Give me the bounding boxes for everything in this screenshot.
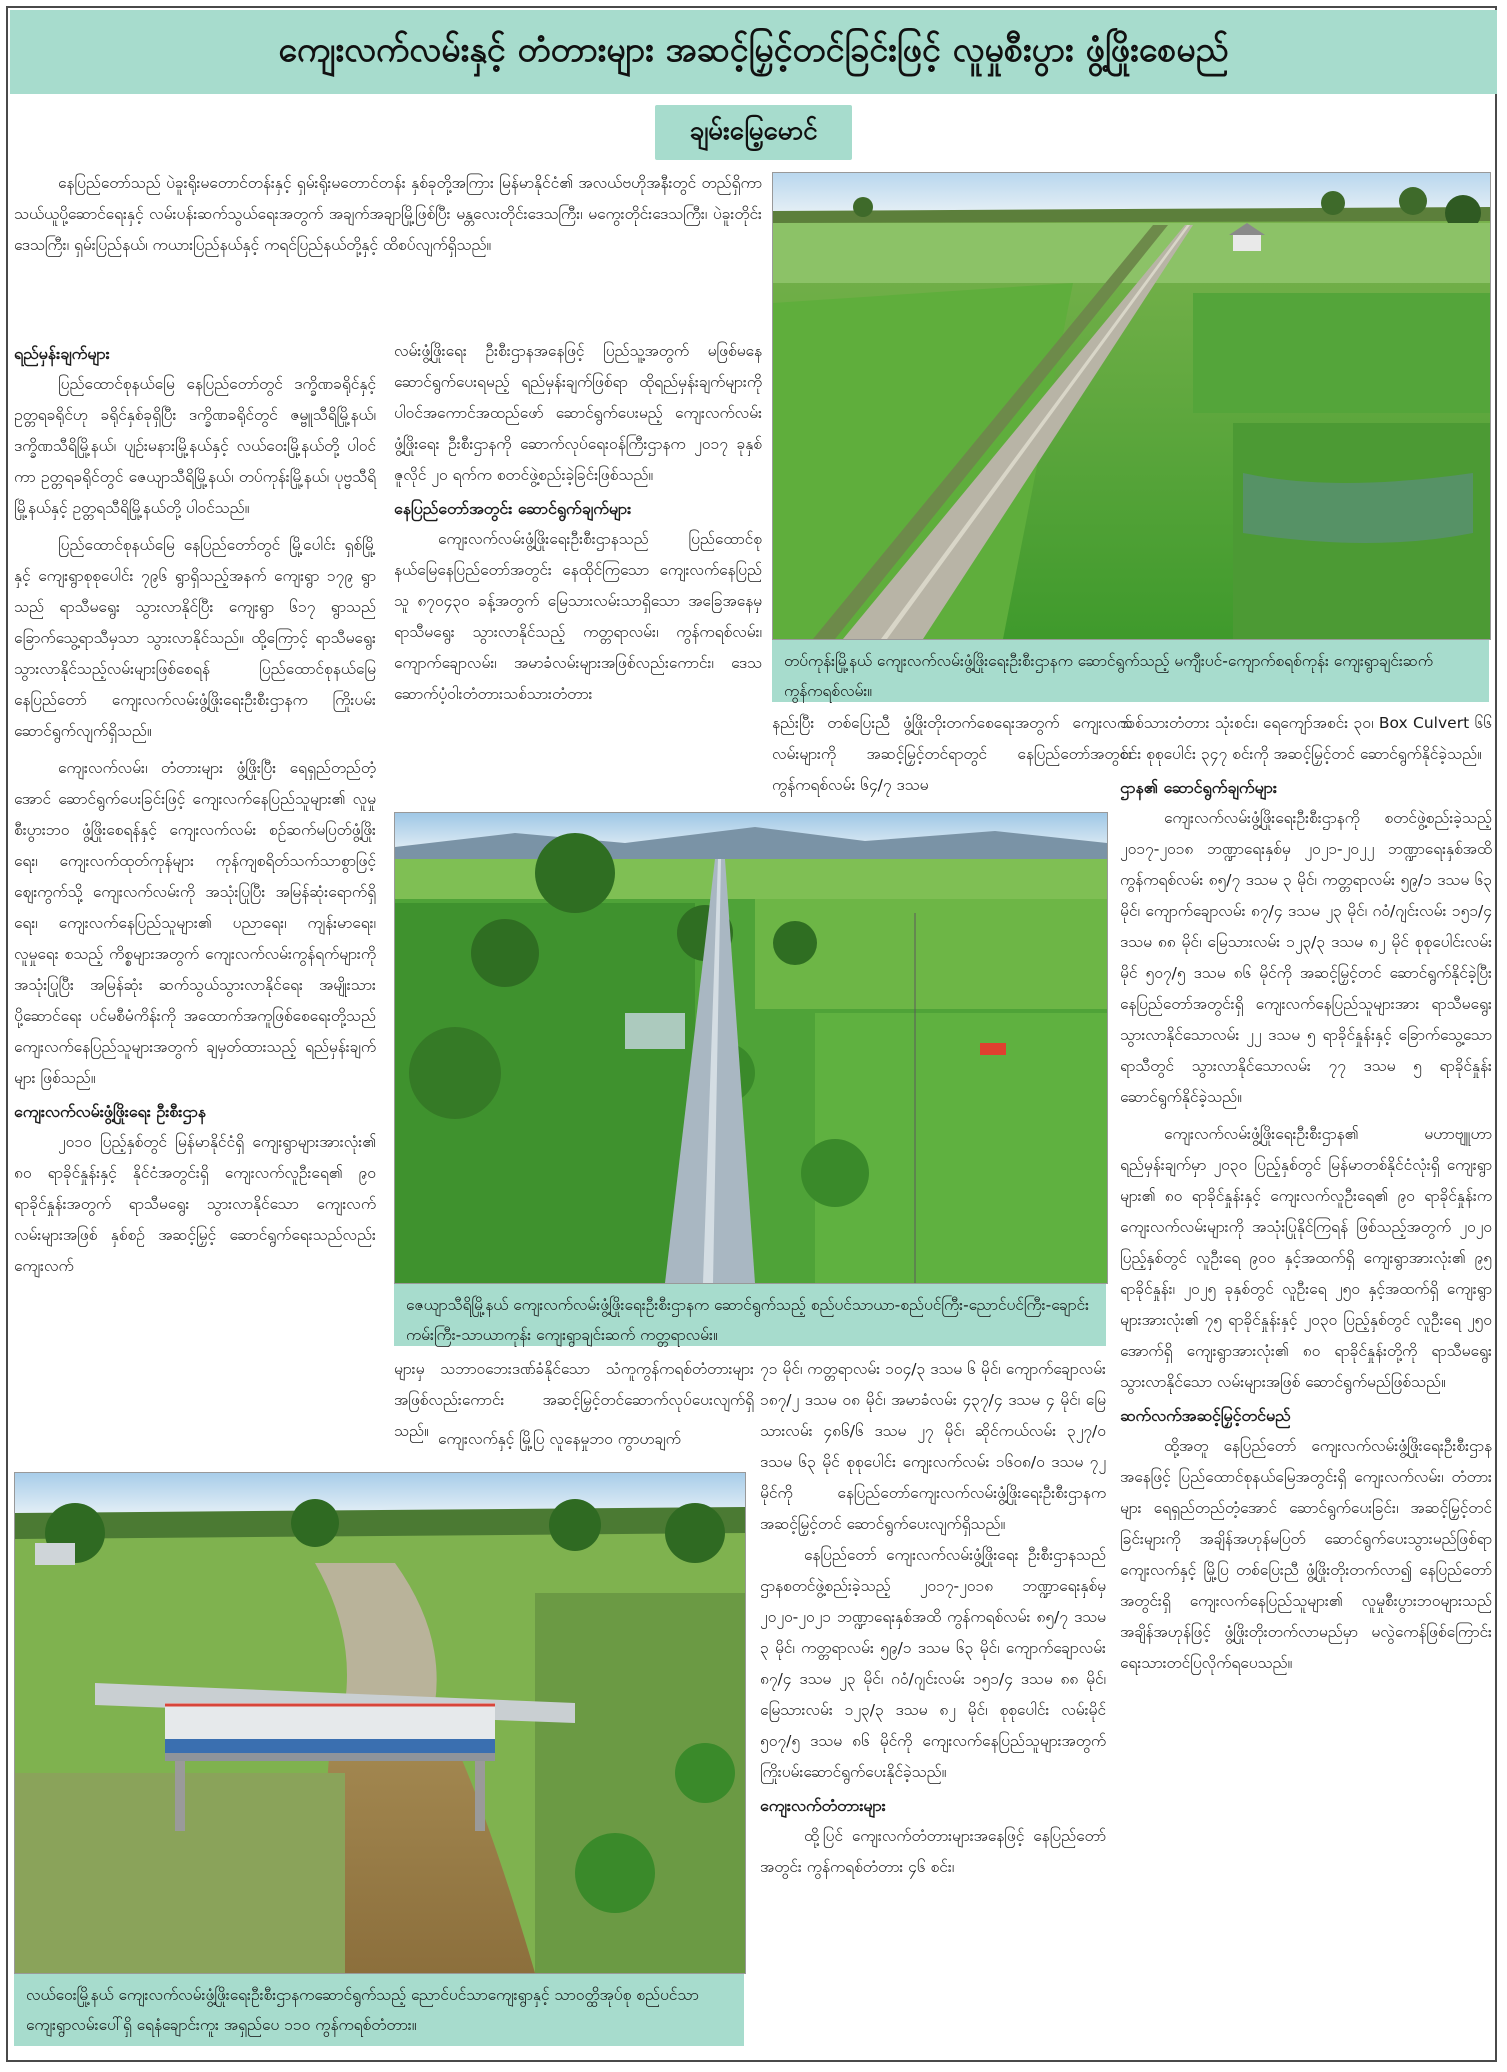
caption-photo3 xyxy=(14,1974,744,2046)
photo-road-fields-image xyxy=(773,173,1490,639)
col2-paragraph-1: လမ်းဖွံ့ဖြိုးရေး ဦးစီးဌာနအနေဖြင့် ပြည်သူ့အတွက် မဖြစ်မနေဆောင်ရွက်ပေးရမည့် ရည်မှန်းချက်ဖြစ်ရာ ထိုရည်မှန်းချက်များကို ပါဝင်အကောင်အထည်ဖော် ဆောင်ရွက်ပေးမည့် ကျေးလက်လမ်းဖွံ့ဖြိုးရေး ဦးစီးဌာနကို ဆောက်လုပ်ရေးဝန်ကြီးဌာနက ၂၀၁၇ ခုနှစ် ဇူလိုင် ၂၀ ရက်က စတင်ဖွဲ့စည်းခဲ့ခြင်းဖြစ်သည်။ xyxy=(394,342,762,484)
col4-paragraph-2: နေပြည်တော် ကျေးလက်လမ်းဖွံ့ဖြိုးရေး ဦးစီးဌာနသည် ဌာနစတင်ဖွဲ့စည်းခဲ့သည့် ၂၀၁၇-၂၀၁၈ ဘဏ္ဍာရေးနှစ်မှ ၂၀၂၀-၂၀၂၁ ဘဏ္ဍာရေးနှစ်အထိ ကွန်ကရစ်လမ်း ၈၅/၇ ဒသမ ၃ မိုင်၊ ကတ္တရာလမ်း ၅၉/၁ ဒသမ ၆၃ မိုင်၊ ကျောက်ချောလမ်း ၈၇/၄ ဒသမ ၂၃ မိုင်၊ ဂဝံ/ဂျင်းလမ်း ၁၅၁/၄ ဒသမ ၈၈ မိုင်၊ မြေသားလမ်း ၁၂၃/၃ ဒသမ ၈၂ မိုင်၊ စုစုပေါင်း လမ်းမိုင် ၅၀၇/၅ ဒသမ ၈၆ မိုင်ကို ကျေးလက်နေပြည်သူများအတွက် ကြိုးပမ်းဆောင်ရွက်ပေးနိုင်ခဲ့သည်။ xyxy=(760,1546,1106,1781)
photo-bridge-image xyxy=(15,1473,745,1973)
byline: ချမ်းမြေ့မောင် xyxy=(655,105,851,160)
col4-paragraph-3: ထို့ပြင် ကျေးလက်တံတားများအနေဖြင့် နေပြည်တော်အတွင်း ကွန်ကရစ်တံတား ၄၆ စင်း၊ xyxy=(760,1827,1106,1876)
col3-heading-2: ဆက်လက်အဆင့်မြှင့်တင်မည် xyxy=(1120,1406,1291,1425)
photo-concrete-road xyxy=(394,812,1108,1284)
photo-bridge xyxy=(14,1472,746,1974)
col2c-paragraph-1: များမှ သဘာဝဘေးဒဏ်ခံနိုင်သော သံကူကွန်ကရစ်တံတားများအဖြစ်လည်းကောင်း အဆင့်မြှင့်တင်ဆောက်လုပ်ပေးလျက်ရှိသည်။ xyxy=(394,1360,754,1440)
headline-band xyxy=(10,10,1497,94)
column-2-mid xyxy=(772,708,1132,808)
col3-paragraph-3: ကျေးလက်လမ်းဖွံ့ဖြိုးရေးဦးစီးဌာန၏ မဟာဗျူဟာ ရည်မှန်းချက်မှာ ၂၀၃၀ ပြည့်နှစ်တွင် မြန်မာတစ်နိုင်ငံလုံးရှိ ကျေးရွာများ၏ ၈၀ ရာခိုင်နှုန်းနှင့် ကျေးလက်လူဦးရေ၏ ၉၀ ရာခိုင်နှုန်းက ကျေးလက်လမ်းများကို အသုံးပြုနိုင်ကြရန် ဖြစ်သည့်အတွက် ၂၀၂၀ ပြည့်နှစ်တွင် လူဦးရေ ၉၀၀ နှင့်အထက်ရှိ ကျေးရွာအားလုံး၏ ၉၅ ရာခိုင်နှုန်း၊ ၂၀၂၅ ခုနှစ်တွင် လူဦးရေ ၂၅၀ နှင့်အထက်ရှိ ကျေးရွာများအားလုံး၏ ၇၅ ရာခိုင်နှုန်းနှင့် ၂၀၃၀ ပြည့်နှစ်တွင် လူဦးရေ ၂၅၀ အောက်ရှိ ကျေးရွာအားလုံး၏ ၈၀ ရာခိုင်နှုန်းတို့ကို ရာသီမရွေးသွားလာနိုင်သော လမ်းများအဖြစ် ဆောင်ရွက်မည်ဖြစ်သည်။ xyxy=(1120,1125,1492,1391)
caption-photo1 xyxy=(772,640,1489,702)
col2-paragraph-2: ကျေးလက်လမ်းဖွံ့ဖြိုးရေးဦးစီးဌာနသည် ပြည်ထောင်စုနယ်မြေနေပြည်တော်အတွင်း နေထိုင်ကြသော ကျေးလက်နေပြည်သူ ၈၇၀၄၃၀ ခန့်အတွက် မြေသားလမ်းသာရှိသော အခြေအနေမှ ရာသီမရွေး သွားလာနိုင်သည့် ကတ္တရာလမ်း၊ ကွန်ကရစ်လမ်း၊ ကျောက်ချောလမ်း၊ အမာခံလမ်းများအဖြစ်လည်းကောင်း၊ ဒေသဆောက်ပံ့ဝါးတံတားသစ်သားတံတား xyxy=(394,530,762,703)
col2b-paragraph: နည်းပြီး တစ်ပြေးညီ ဖွံ့ဖြိုးတိုးတက်စေရေးအတွက် ကျေးလက်လမ်းများကို အဆင့်မြှင့်တင်ရာတွင် နေပြည်တော်အတွင်း ကွန်ကရစ်လမ်း ၆၄/၇ ဒသမ xyxy=(772,714,1132,794)
column-4 xyxy=(1120,708,1492,2046)
col1-heading-1: ရည်မှန်းချက်များ xyxy=(14,344,110,363)
photo-road-fields xyxy=(772,172,1491,640)
col3-paragraph-2: ကျေးလက်လမ်းဖွံ့ဖြိုးရေးဦးစီးဌာနကို စတင်ဖွဲ့စည်းခဲ့သည့် ၂၀၁၇-၂၀၁၈ ဘဏ္ဍာရေးနှစ်မှ ၂၀၂၁-၂၀၂၂ ဘဏ္ဍာရေးနှစ်အထိ ကွန်ကရစ်လမ်း ၈၅/၇ ဒသမ ၃ မိုင်၊ ကတ္တရာလမ်း ၅၉/၁ ဒသမ ၆၃ မိုင်၊ ကျောက်ချောလမ်း ၈၇/၄ ဒသမ ၂၃ မိုင်၊ ဂဝံ/ဂျင်းလမ်း ၁၅၁/၄ ဒသမ ၈၈ မိုင်၊ မြေသားလမ်း ၁၂၃/၃ ဒသမ ၈၂ မိုင် စုစုပေါင်းလမ်းမိုင် ၅၀၇/၅ ဒသမ ၈၆ မိုင်ကို အဆင့်မြှင့်တင် ဆောင်ရွက်နိုင်ခဲ့ပြီး နေပြည်တော်အတွင်းရှိ ကျေးလက်နေပြည်သူများအား ရာသီမရွေး သွားလာနိုင်သောလမ်း ၂၂ ဒသမ ၅ ရာခိုင်နှုန်းနှင့် ခြောက်သွေ့သောရာသီတွင် သွားလာနိုင်သောလမ်း ၇၇ ဒသမ ၅ ရာခိုင်နှုန်း ဆောင်ရွက်နိုင်ခဲ့သည်။ xyxy=(1120,809,1492,1106)
col1-heading-2: ကျေးလက်လမ်းဖွံ့ဖြိုးရေး ဦးစီးဌာန xyxy=(14,1102,207,1121)
caption-photo1-text: တပ်ကုန်းမြို့နယ် ကျေးလက်လမ်းဖွံ့ဖြိုးရေးဦးစီးဌာနက ဆောင်ရွက်သည့် မကျီးပင်-ကျောက်စရစ်ကုန်း ကျေးရွာချင်းဆက် ကွန်ကရစ်လမ်း။ xyxy=(784,652,1433,700)
col3-paragraph-1: သစ်သားတံတား သုံးစင်း၊ ရေကျော်အစင်း ၃၀၊ Box Culvert ၆၆ စင်း စုစုပေါင်း ၃၄၇ စင်းကို အဆင့်မြှင့်တင် ဆောင်ရွက်နိုင်ခဲ့သည်။ xyxy=(1120,714,1492,763)
column-2-bottom-b xyxy=(394,1424,754,1460)
caption-photo2 xyxy=(394,1284,1106,1346)
col4-heading-1: ကျေးလက်တံတားများ xyxy=(760,1796,886,1815)
intro-block xyxy=(14,168,762,328)
photo-concrete-road-image xyxy=(395,813,1107,1283)
col1-paragraph-2: ပြည်ထောင်စုနယ်မြေ နေပြည်တော်တွင် မြို့ပေါင်း ရှစ်မြို့နှင့် ကျေးရွာစုစုပေါင်း ၇၉၆ ရွာရှိသည့်အနက် ကျေးရွာ ၁၇၉ ရွာသည် ရာသီမရွေး သွားလာနိုင်ပြီး ကျေးရွာ ၆၁၇ ရွာသည် ခြောက်သွေ့ရာသီမှသာ သွားလာနိုင်သည်။ ထို့ကြောင့် ရာသီမရွေးသွားလာနိုင်သည့်လမ်းများဖြစ်စေရန် ပြည်ထောင်စုနယ်မြေ နေပြည်တော် ကျေးလက်လမ်းဖွံ့ဖြိုးရေးဦးစီးဌာနက ကြိုးပမ်းဆောင်ရွက်လျက်ရှိသည်။ xyxy=(14,536,376,740)
caption-photo3-text: လယ်ဝေးမြို့နယ် ကျေးလက်လမ်းဖွံ့ဖြိုးရေးဦးစီးဌာနကဆောင်ရွက်သည့် ညောင်ပင်သာကျေးရွာနှင့် သာဝတ္ထိအုပ်စု စည်ပင်သာကျေးရွာလမ်းပေါ်ရှိ ရေနံချောင်းကူး အရှည်ပေ ၁၁၀ ကွန်ကရစ်တံတား။ xyxy=(26,1986,699,2034)
byline-wrap xyxy=(0,104,1507,160)
intro-paragraph: နေပြည်တော်သည် ပဲခူးရိုးမတောင်တန်းနှင့် ရှမ်းရိုးမတောင်တန်း နှစ်ခုတို့အကြား မြန်မာနိုင်ငံ၏ အလယ်ဗဟိုအနီးတွင် တည်ရှိကာ သယ်ယူပို့ဆောင်ရေးနှင့် လမ်းပန်းဆက်သွယ်ရေးအတွက် အချက်အချာမြို့ဖြစ်ပြီး မန္တလေးတိုင်းဒေသကြီး၊ မကွေးတိုင်းဒေသကြီး၊ ပဲခူးတိုင်းဒေသကြီး၊ ရှမ်းပြည်နယ်၊ ကယားပြည်နယ်နှင့် ကရင်ပြည်နယ်တို့နှင့် ထိစပ်လျက်ရှိသည်။ xyxy=(14,174,762,254)
column-2-top xyxy=(394,336,762,706)
col2c-paragraph-2: ကျေးလက်နှင့် မြို့ပြ လူနေမှုဘဝ ကွာဟချက် xyxy=(438,1430,681,1448)
column-3 xyxy=(760,1354,1106,2046)
col1-paragraph-4: ၂၀၁၀ ပြည့်နှစ်တွင် မြန်မာနိုင်ငံရှိ ကျေးရွာများအားလုံး၏ ၈၀ ရာခိုင်နှုန်းနှင့် နိုင်ငံအတွင်းရှိ ကျေးလက်လူဦးရေ၏ ၉၀ ရာခိုင်နှုန်းအတွက် ရာသီမရွေး သွားလာနိုင်သော ကျေးလက်လမ်းများအဖြစ် နှစ်စဉ် အဆင့်မြှင့် ဆောင်ရွက်ရေးသည်လည်း ကျေးလက် xyxy=(14,1133,376,1275)
headline: ကျေးလက်လမ်းနှင့် တံတားများ အဆင့်မြှင့်တင်ခြင်းဖြင့် လူမှုစီးပွား ဖွံ့ဖြိုးစေမည် xyxy=(278,29,1229,70)
caption-photo2-text: ဇေယျာသီရိမြို့နယ် ကျေးလက်လမ်းဖွံ့ဖြိုးရေးဦးစီးဌာနက ဆောင်ရွက်သည့် စည်ပင်သာယာ-စည်ပင်ကြီး-ညောင်ပင်ကြီး-ချောင်းကမ်းကြီး-သာယာကုန်း ကျေးရွာချင်းဆက် ကတ္တရာလမ်း။ xyxy=(406,1296,1090,1344)
col1-paragraph-1: ပြည်ထောင်စုနယ်မြေ နေပြည်တော်တွင် ဒက္ခိဏခရိုင်နှင့် ဥတ္တရခရိုင်ဟု ခရိုင်နှစ်ခုရှိပြီး ဒက္ခိဏခရိုင်တွင် ဇမ္ဗူသီရိမြို့နယ်၊ ဒက္ခိဏသီရိမြို့နယ်၊ ပျဉ်းမနားမြို့နယ်နှင့် လယ်ဝေးမြို့နယ်တို့ ပါဝင်ကာ ဥတ္တရခရိုင်တွင် ဇေယျာသီရိမြို့နယ်၊ တပ်ကုန်းမြို့နယ်၊ ပုဗ္ဗသီရိမြို့နယ်နှင့် ဥတ္တရသီရိမြို့နယ်တို့ ပါဝင်သည်။ xyxy=(14,375,376,517)
col3-paragraph-4: ထို့အတူ နေပြည်တော် ကျေးလက်လမ်းဖွံ့ဖြိုးရေးဦးစီးဌာနအနေဖြင့် ပြည်ထောင်စုနယ်မြေအတွင်းရှိ ကျေးလက်လမ်း၊ တံတားများ ရေရှည်တည်တံ့အောင် ဆောင်ရွက်ပေးခြင်း၊ အဆင့်မြှင့်တင်ခြင်းများကို အချိန်အဟုန်မပြတ် ဆောင်ရွက်ပေးသွားမည်ဖြစ်ရာ ကျေးလက်နှင့် မြို့ပြ တစ်ပြေးညီ ဖွံ့ဖြိုးတိုးတက်လာ၍ နေပြည်တော်အတွင်းရှိ ကျေးလက်နေပြည်သူများ၏ လူမှုစီးပွားဘဝများသည် အချိန်အဟုန်ဖြင့် ဖွံ့ဖြိုးတိုးတက်လာမည်မှာ မလွဲကေန်ဖြစ်ကြောင်း ရေးသားတင်ပြလိုက်ရပေသည်။ xyxy=(1120,1437,1492,1672)
col3-heading-1: ဌာန၏ ဆောင်ရွက်ချက်များ xyxy=(1120,778,1277,797)
col1-paragraph-3: ကျေးလက်လမ်း၊ တံတားများ ဖွံ့ဖြိုးပြီး ရေရှည်တည်တံ့အောင် ဆောင်ရွက်ပေးခြင်းဖြင့် ကျေးလက်နေပြည်သူများ၏ လူမှုစီးပွားဘဝ ဖွံ့ဖြိုးစေရန်နှင့် ကျေးလက်လမ်း စဉ်ဆက်မပြတ်ဖွံ့ဖြိုးရေး၊ ကျေးလက်ထုတ်ကုန်များ ကုန်ကျစရိတ်သက်သာစွာဖြင့် ဈေးကွက်သို့ ကျေးလက်လမ်းကို အသုံးပြုပြီး အမြန်ဆုံးရောက်ရှိရေး၊ ကျေးလက်နေပြည်သူများ၏ ပညာရေး၊ ကျန်းမာရေး၊ လူမှုရေး စသည့် ကိစ္စများအတွက် ကျေးလက်လမ်းကွန်ရက်များကို အသုံးပြုပြီး အမြန်ဆုံး ဆက်သွယ်သွားလာနိုင်ရေး အမျိုးသားပို့ဆောင်ရေး ပင်မစီမံကိန်းကို အထောက်အကူဖြစ်စေရေးတို့သည် ကျေးလက်နေပြည်သူများအတွက် ချမှတ်ထားသည့် ရည်မှန်းချက်များ ဖြစ်သည်။ xyxy=(14,759,376,1087)
col2-heading-1: နေပြည်တော်အတွင်း ဆောင်ရွက်ချက်များ xyxy=(394,499,632,518)
col4-paragraph-1: ၇၁ မိုင်၊ ကတ္တရာလမ်း ၁၀၄/၃ ဒသမ ၆ မိုင်၊ ကျောက်ချောလမ်း ၁၈၇/၂ ဒသမ ၀၈ မိုင်၊ အမာခံလမ်း ၄၃၇/၄ ဒသမ ၄ မိုင်၊ မြေသားလမ်း ၄၈၆/၆ ဒသမ ၂၇ မိုင်၊ ဆိုင်ကယ်လမ်း ၃၂၇/၀ ဒသမ ၆၃ မိုင် စုစုပေါင်း ကျေးလက်လမ်း ၁၆၀၈/၀ ဒသမ ၇၂ မိုင်ကို နေပြည်တော်ကျေးလက်လမ်းဖွံ့ဖြိုးရေးဦးစီးဌာနက အဆင့်မြှင့်တင် ဆောင်ရွက်ပေးလျက်ရှိသည်။ xyxy=(760,1360,1106,1533)
